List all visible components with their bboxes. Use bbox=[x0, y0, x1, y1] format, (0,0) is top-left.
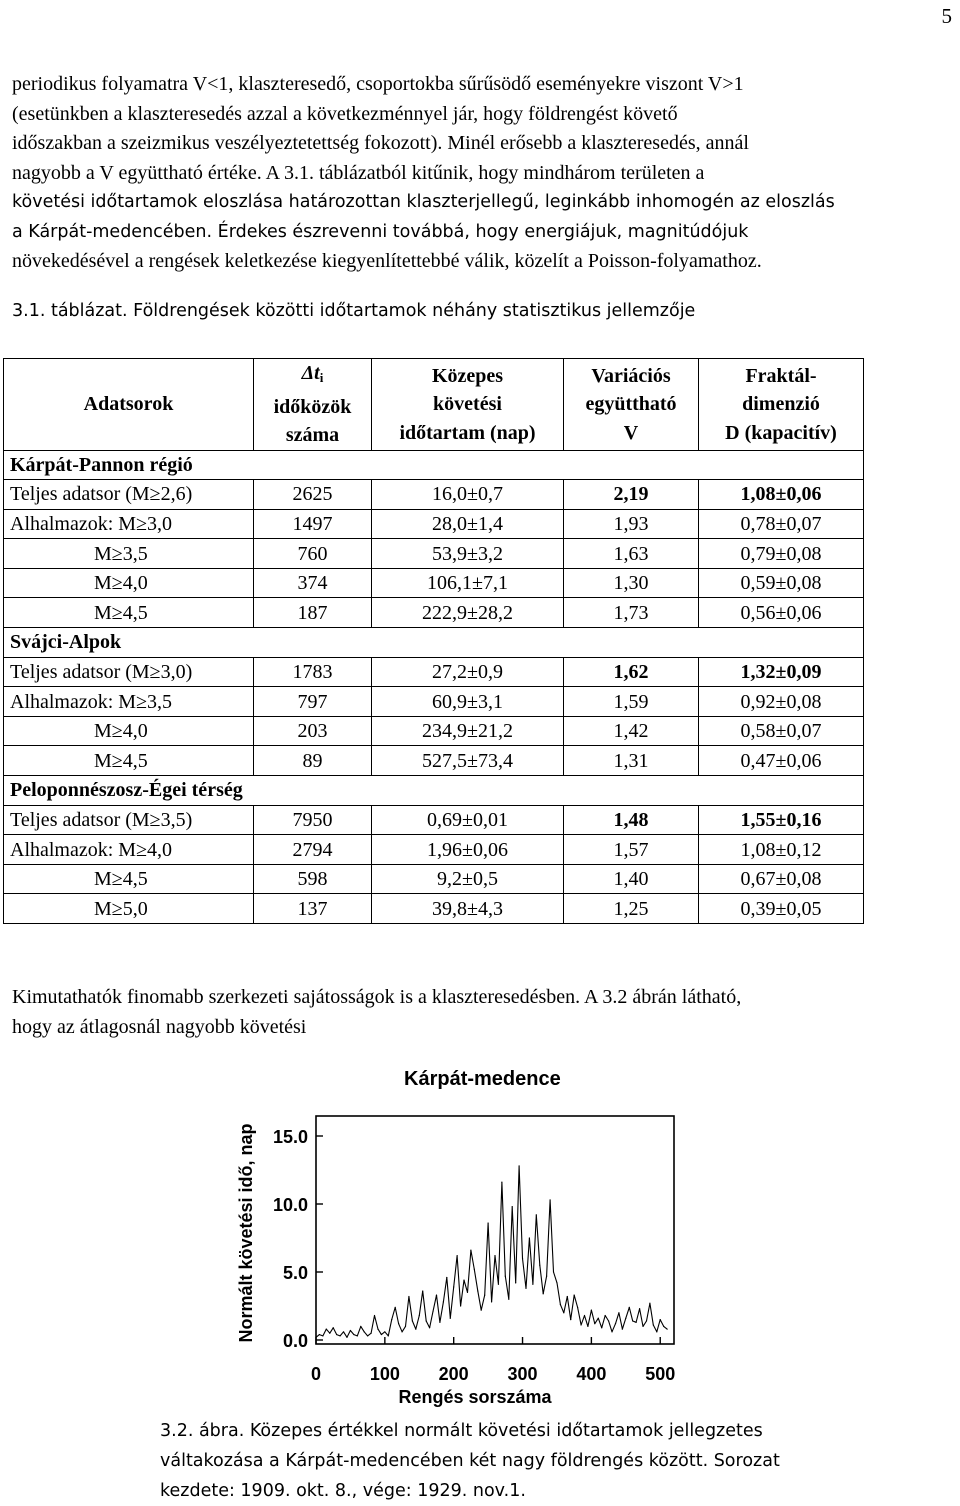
cell-variation-coefficient: 1,48 bbox=[564, 805, 699, 835]
cell-variation-coefficient: 1,63 bbox=[564, 539, 699, 569]
data-point bbox=[622, 1329, 623, 1330]
x-tick-label: 100 bbox=[369, 1364, 400, 1384]
row-label: Teljes adatsor (M≥3,0) bbox=[4, 657, 254, 687]
data-point bbox=[388, 1335, 389, 1336]
data-point bbox=[649, 1303, 650, 1304]
table-row bbox=[4, 805, 864, 835]
data-point bbox=[381, 1334, 382, 1335]
data-point bbox=[446, 1277, 447, 1278]
cell-variation-coefficient: 1,42 bbox=[564, 716, 699, 746]
paragraph-2 bbox=[12, 983, 956, 1042]
figure-caption-line: váltakozása a Kárpát-medencében két nagy földrengés között. Sorozat bbox=[160, 1451, 780, 1471]
data-point bbox=[426, 1320, 427, 1321]
cell-mean-duration: 1,96±0,06 bbox=[372, 835, 564, 865]
x-tick-label: 400 bbox=[576, 1364, 607, 1384]
data-point bbox=[532, 1284, 533, 1285]
x-axis-label: Rengés sorszáma bbox=[398, 1387, 552, 1407]
row-label: M≥4,0 bbox=[4, 716, 254, 746]
data-point bbox=[515, 1282, 516, 1283]
cell-mean-duration: 9,2±0,5 bbox=[372, 864, 564, 894]
data-point bbox=[563, 1312, 564, 1313]
row-label: Alhalmazok: M≥4,0 bbox=[4, 835, 254, 865]
cell-variation-coefficient: 2,19 bbox=[564, 480, 699, 510]
cell-interval-count: 89 bbox=[254, 746, 372, 776]
data-point bbox=[460, 1305, 461, 1306]
data-point bbox=[660, 1319, 661, 1320]
data-point bbox=[598, 1318, 599, 1319]
data-point bbox=[508, 1299, 509, 1300]
cell-fractal-dimension: 0,78±0,07 bbox=[699, 509, 864, 539]
row-label: M≥4,5 bbox=[4, 598, 254, 628]
data-point bbox=[494, 1255, 495, 1256]
data-point bbox=[525, 1288, 526, 1289]
paragraph-1-line: követési időtartamok eloszlása határozottan klaszterjellegű, leginkább inhomogén az eloszlás bbox=[12, 192, 835, 212]
data-point bbox=[457, 1255, 458, 1256]
paragraph-2-line: Kimutathatók finomabb szerkezeti sajátosságok is a klaszteresedésben. A 3.2 ábrán látható, bbox=[12, 986, 742, 1008]
header-interval-count: $\Delta t_i$ időközök száma bbox=[254, 359, 372, 451]
data-point bbox=[501, 1182, 502, 1183]
table-row bbox=[4, 716, 864, 746]
x-tick-label: 200 bbox=[438, 1364, 469, 1384]
data-point bbox=[419, 1315, 420, 1316]
data-point bbox=[326, 1329, 327, 1330]
table-section-row bbox=[4, 450, 864, 480]
cell-variation-coefficient: 1,30 bbox=[564, 568, 699, 598]
row-label: Alhalmazok: M≥3,5 bbox=[4, 687, 254, 717]
x-tick-label: 300 bbox=[507, 1364, 538, 1384]
cell-mean-duration: 53,9±3,2 bbox=[372, 539, 564, 569]
cell-fractal-dimension: 1,08±0,12 bbox=[699, 835, 864, 865]
table-header-row bbox=[4, 359, 864, 451]
figure-caption-line: 3.2. ábra. Közepes értékkel normált követési időtartamok jellegzetes bbox=[160, 1421, 763, 1441]
data-point bbox=[429, 1327, 430, 1328]
data-point bbox=[667, 1329, 668, 1330]
paragraph-1-line: időszakban a szeizmikus veszélyeztetettség fokozott). Minél erősebb a klaszteresedés, annál bbox=[12, 132, 749, 154]
cell-fractal-dimension: 0,39±0,05 bbox=[699, 894, 864, 924]
paragraph-1-line: nagyobb a V együttható értéke. A 3.1. táblázatból kitűnik, hogy mindhárom területen a bbox=[12, 161, 705, 184]
data-point bbox=[629, 1307, 630, 1308]
row-label: M≥3,5 bbox=[4, 539, 254, 569]
paragraph-1-line: a Kárpát-medencében. Érdekes észrevenni továbbá, hogy energiájuk, magnitúdójuk bbox=[12, 221, 749, 242]
cell-interval-count: 797 bbox=[254, 687, 372, 717]
header-mean-duration: Közepes követési időtartam (nap) bbox=[372, 359, 564, 451]
data-point bbox=[512, 1206, 513, 1207]
y-tick-label: 15.0 bbox=[272, 1127, 308, 1147]
data-point bbox=[570, 1319, 571, 1320]
data-point bbox=[463, 1280, 464, 1281]
data-point bbox=[625, 1318, 626, 1319]
cell-mean-duration: 60,9±3,1 bbox=[372, 687, 564, 717]
cell-interval-count: 2625 bbox=[254, 480, 372, 510]
x-tick-label: 0 bbox=[310, 1364, 322, 1384]
data-point bbox=[615, 1323, 616, 1324]
row-label: M≥5,0 bbox=[4, 894, 254, 924]
data-point bbox=[488, 1222, 489, 1223]
data-point bbox=[474, 1269, 475, 1270]
y-tick-label: 5.0 bbox=[282, 1263, 308, 1283]
data-point bbox=[646, 1320, 647, 1321]
data-point bbox=[584, 1315, 585, 1316]
data-point bbox=[543, 1293, 544, 1294]
data-point bbox=[343, 1331, 344, 1332]
table-section-row bbox=[4, 776, 864, 806]
cell-interval-count: 203 bbox=[254, 716, 372, 746]
data-point bbox=[336, 1334, 337, 1335]
table-row bbox=[4, 568, 864, 598]
cell-variation-coefficient: 1,25 bbox=[564, 894, 699, 924]
data-point bbox=[398, 1323, 399, 1324]
cell-fractal-dimension: 1,55±0,16 bbox=[699, 805, 864, 835]
data-point bbox=[632, 1320, 633, 1321]
data-point bbox=[577, 1307, 578, 1308]
data-point bbox=[391, 1319, 392, 1320]
table-row bbox=[4, 894, 864, 924]
table-caption: 3.1. táblázat. Földrengések közötti időtartamok néhány statisztikus jellemzője bbox=[12, 301, 696, 321]
data-point bbox=[384, 1331, 385, 1332]
row-label: Teljes adatsor (M≥2,6) bbox=[4, 480, 254, 510]
data-point bbox=[360, 1326, 361, 1327]
data-point bbox=[357, 1335, 358, 1336]
cell-variation-coefficient: 1,93 bbox=[564, 509, 699, 539]
data-point bbox=[346, 1337, 347, 1338]
data-point bbox=[522, 1258, 523, 1259]
data-point bbox=[339, 1335, 340, 1336]
cell-variation-coefficient: 1,31 bbox=[564, 746, 699, 776]
table-row bbox=[4, 539, 864, 569]
header-datasets: Adatsorok bbox=[4, 359, 254, 451]
row-label: Alhalmazok: M≥3,0 bbox=[4, 509, 254, 539]
data-point bbox=[636, 1322, 637, 1323]
data-point bbox=[639, 1308, 640, 1309]
table-row bbox=[4, 746, 864, 776]
cell-interval-count: 374 bbox=[254, 568, 372, 598]
table-row bbox=[4, 598, 864, 628]
cell-mean-duration: 234,9±21,2 bbox=[372, 716, 564, 746]
data-point bbox=[319, 1334, 320, 1335]
figure-caption-line: kezdete: 1909. okt. 8., vége: 1929. nov.1. bbox=[160, 1481, 526, 1501]
cell-variation-coefficient: 1,59 bbox=[564, 687, 699, 717]
data-point bbox=[642, 1326, 643, 1327]
cell-fractal-dimension: 0,58±0,07 bbox=[699, 716, 864, 746]
data-point bbox=[518, 1165, 519, 1166]
y-axis-label: Normált követési idő, nap bbox=[236, 1123, 256, 1343]
data-point bbox=[574, 1295, 575, 1296]
data-point bbox=[333, 1327, 334, 1328]
data-point bbox=[498, 1284, 499, 1285]
data-point bbox=[560, 1304, 561, 1305]
data-point bbox=[422, 1290, 423, 1291]
cell-interval-count: 2794 bbox=[254, 835, 372, 865]
table-row bbox=[4, 509, 864, 539]
data-point bbox=[553, 1271, 554, 1272]
x-tick-label: 500 bbox=[645, 1364, 676, 1384]
cell-fractal-dimension: 1,32±0,09 bbox=[699, 657, 864, 687]
cell-interval-count: 1497 bbox=[254, 509, 372, 539]
section-title: Peloponnészosz-Égei térség bbox=[4, 776, 864, 806]
statistics-table bbox=[3, 358, 864, 924]
cell-fractal-dimension: 0,67±0,08 bbox=[699, 864, 864, 894]
data-point bbox=[467, 1292, 468, 1293]
cell-interval-count: 598 bbox=[254, 864, 372, 894]
data-point bbox=[353, 1334, 354, 1335]
data-point bbox=[350, 1330, 351, 1331]
cell-variation-coefficient: 1,73 bbox=[564, 598, 699, 628]
table-row bbox=[4, 657, 864, 687]
data-point bbox=[322, 1335, 323, 1336]
cell-mean-duration: 222,9±28,2 bbox=[372, 598, 564, 628]
data-point bbox=[315, 1337, 316, 1338]
data-point bbox=[491, 1301, 492, 1302]
data-point bbox=[611, 1331, 612, 1332]
data-point bbox=[432, 1311, 433, 1312]
data-point bbox=[591, 1309, 592, 1310]
table-section-row bbox=[4, 628, 864, 658]
plot-frame bbox=[316, 1116, 674, 1344]
cell-interval-count: 760 bbox=[254, 539, 372, 569]
data-point bbox=[367, 1335, 368, 1336]
cell-interval-count: 7950 bbox=[254, 805, 372, 835]
cell-interval-count: 137 bbox=[254, 894, 372, 924]
data-point bbox=[505, 1275, 506, 1276]
data-point bbox=[415, 1329, 416, 1330]
cell-fractal-dimension: 0,79±0,08 bbox=[699, 539, 864, 569]
paragraph-1-line: periodikus folyamatra V<1, klaszteresedő, csoportokba sűrűsödő eseményekre viszont V>1 bbox=[12, 73, 744, 95]
header-fractal-dimension: Fraktál- dimenzió D (kapacitív) bbox=[699, 359, 864, 451]
data-point bbox=[412, 1320, 413, 1321]
data-point bbox=[580, 1324, 581, 1325]
line-chart bbox=[220, 1100, 700, 1420]
figure-caption bbox=[160, 1416, 940, 1506]
paragraph-1-line: (esetünkben a klaszteresedés azzal a következménnyel jár, hogy földrengést követő bbox=[12, 102, 678, 125]
data-point bbox=[477, 1290, 478, 1291]
data-point bbox=[546, 1275, 547, 1276]
data-point bbox=[587, 1326, 588, 1327]
data-point bbox=[450, 1318, 451, 1319]
data-point bbox=[601, 1327, 602, 1328]
data-point bbox=[401, 1331, 402, 1332]
data-point bbox=[567, 1296, 568, 1297]
cell-fractal-dimension: 1,08±0,06 bbox=[699, 480, 864, 510]
cell-fractal-dimension: 0,92±0,08 bbox=[699, 687, 864, 717]
cell-mean-duration: 106,1±7,1 bbox=[372, 568, 564, 598]
cell-interval-count: 1783 bbox=[254, 657, 372, 687]
data-point bbox=[618, 1312, 619, 1313]
row-label: M≥4,5 bbox=[4, 864, 254, 894]
data-point bbox=[443, 1301, 444, 1302]
data-point bbox=[453, 1286, 454, 1287]
paragraph-1-line: növekedésével a rengések keletkezése kiegyenlítettebbé válik, közelít a Poisson-folyamathoz. bbox=[12, 250, 762, 272]
table-row bbox=[4, 687, 864, 717]
data-point bbox=[481, 1309, 482, 1310]
cell-interval-count: 187 bbox=[254, 598, 372, 628]
y-tick-label: 10.0 bbox=[272, 1195, 308, 1215]
cell-mean-duration: 39,8±4,3 bbox=[372, 894, 564, 924]
data-point bbox=[653, 1324, 654, 1325]
paragraph-2-line: hogy az átlagosnál nagyobb követési bbox=[12, 1015, 307, 1038]
data-point bbox=[405, 1326, 406, 1327]
data-point bbox=[605, 1315, 606, 1316]
cell-mean-duration: 16,0±0,7 bbox=[372, 480, 564, 510]
cell-variation-coefficient: 1,62 bbox=[564, 657, 699, 687]
data-point bbox=[436, 1295, 437, 1296]
data-point bbox=[608, 1320, 609, 1321]
table-row bbox=[4, 835, 864, 865]
data-point bbox=[539, 1265, 540, 1266]
cell-mean-duration: 0,69±0,01 bbox=[372, 805, 564, 835]
data-point bbox=[663, 1326, 664, 1327]
data-point bbox=[556, 1282, 557, 1283]
cell-variation-coefficient: 1,57 bbox=[564, 835, 699, 865]
section-title: Kárpát-Pannon régió bbox=[4, 450, 864, 480]
data-point bbox=[370, 1333, 371, 1334]
chart-title: Kárpát-medence bbox=[404, 1068, 561, 1090]
data-point bbox=[529, 1237, 530, 1238]
data-point bbox=[395, 1307, 396, 1308]
data-point bbox=[484, 1295, 485, 1296]
cell-variation-coefficient: 1,40 bbox=[564, 864, 699, 894]
data-point bbox=[329, 1333, 330, 1334]
row-label: M≥4,0 bbox=[4, 568, 254, 598]
data-point bbox=[549, 1199, 550, 1200]
data-point bbox=[656, 1331, 657, 1332]
data-point bbox=[374, 1315, 375, 1316]
data-point bbox=[364, 1331, 365, 1332]
row-label: Teljes adatsor (M≥3,5) bbox=[4, 805, 254, 835]
cell-fractal-dimension: 0,47±0,06 bbox=[699, 746, 864, 776]
data-point bbox=[377, 1329, 378, 1330]
data-point bbox=[439, 1322, 440, 1323]
table-row bbox=[4, 480, 864, 510]
header-variation-coefficient: Variációs együttható V bbox=[564, 359, 699, 451]
table-row bbox=[4, 864, 864, 894]
cell-fractal-dimension: 0,59±0,08 bbox=[699, 568, 864, 598]
cell-mean-duration: 28,0±1,4 bbox=[372, 509, 564, 539]
series-line bbox=[316, 1166, 667, 1337]
data-point bbox=[470, 1250, 471, 1251]
paragraph-1 bbox=[12, 70, 956, 277]
row-label: M≥4,5 bbox=[4, 746, 254, 776]
page-number: 5 bbox=[941, 4, 952, 28]
cell-mean-duration: 527,5±73,4 bbox=[372, 746, 564, 776]
cell-fractal-dimension: 0,56±0,06 bbox=[699, 598, 864, 628]
y-tick-label: 0.0 bbox=[282, 1331, 308, 1351]
data-point bbox=[536, 1214, 537, 1215]
data-point bbox=[594, 1323, 595, 1324]
section-title: Svájci-Alpok bbox=[4, 628, 864, 658]
data-point bbox=[408, 1296, 409, 1297]
cell-mean-duration: 27,2±0,9 bbox=[372, 657, 564, 687]
